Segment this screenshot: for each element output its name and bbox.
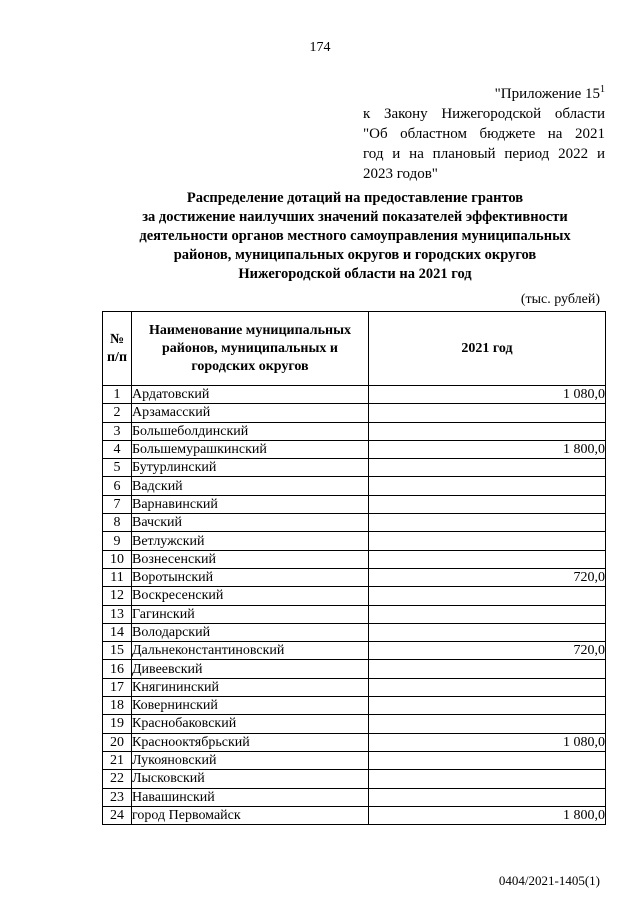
table-row	[103, 678, 606, 696]
row-number: 15	[103, 642, 132, 660]
row-number: 7	[103, 495, 132, 513]
row-name: Большемурашкинский	[132, 440, 369, 458]
row-value: 1 080,0	[369, 386, 606, 404]
title-line: Распределение дотаций на предоставление грантов	[186, 190, 524, 206]
row-value	[369, 623, 606, 641]
row-name: Бутурлинский	[132, 459, 369, 477]
appendix-line-3: "Об областном бюджете на 2021	[363, 126, 605, 142]
table-row	[103, 806, 606, 824]
row-name: город Первомайск	[132, 806, 369, 824]
row-value	[369, 770, 606, 788]
header-name: Наименование муниципальных районов, муниципальных и городских округов	[132, 312, 369, 386]
row-number: 20	[103, 733, 132, 751]
row-name: Вознесенский	[132, 550, 369, 568]
row-number: 2	[103, 404, 132, 422]
table-row	[103, 733, 606, 751]
row-name: Арзамасский	[132, 404, 369, 422]
row-value	[369, 697, 606, 715]
page-number: 174	[309, 40, 331, 55]
title-line: районов, муниципальных округов и городских округов	[173, 247, 537, 263]
row-name: Княгининский	[132, 678, 369, 696]
row-value	[369, 477, 606, 495]
table-row	[103, 660, 606, 678]
row-value	[369, 678, 606, 696]
row-value: 720,0	[369, 642, 606, 660]
row-name: Воротынский	[132, 568, 369, 586]
row-number: 16	[103, 660, 132, 678]
table-row	[103, 532, 606, 550]
row-value	[369, 532, 606, 550]
row-value	[369, 422, 606, 440]
row-number: 11	[103, 568, 132, 586]
allocation-table	[102, 311, 606, 825]
row-name: Володарский	[132, 623, 369, 641]
table-row	[103, 477, 606, 495]
table-row	[103, 642, 606, 660]
units-label: (тыс. рублей)	[520, 292, 600, 307]
row-name: Краснооктябрьский	[132, 733, 369, 751]
table-row	[103, 568, 606, 586]
row-value: 1 080,0	[369, 733, 606, 751]
row-value	[369, 605, 606, 623]
table-row	[103, 587, 606, 605]
row-name: Лысковский	[132, 770, 369, 788]
row-value	[369, 715, 606, 733]
row-name: Ардатовский	[132, 386, 369, 404]
table-row	[103, 422, 606, 440]
row-number: 5	[103, 459, 132, 477]
header-year: 2021 год	[369, 312, 606, 386]
row-number: 10	[103, 550, 132, 568]
title-line: за достижение наилучших значений показателей эффективности	[142, 209, 568, 225]
table-row	[103, 623, 606, 641]
row-number: 19	[103, 715, 132, 733]
row-value	[369, 751, 606, 769]
row-value: 720,0	[369, 568, 606, 586]
row-name: Дальнеконстантиновский	[132, 642, 369, 660]
appendix-header	[363, 80, 605, 184]
row-name: Ковернинский	[132, 697, 369, 715]
row-name: Краснобаковский	[132, 715, 369, 733]
table-header-row	[103, 312, 606, 386]
row-value	[369, 550, 606, 568]
table-row	[103, 404, 606, 422]
row-number: 18	[103, 697, 132, 715]
row-number: 14	[103, 623, 132, 641]
appendix-title: "Приложение $15^1$	[494, 84, 605, 102]
row-name: Воскресенский	[132, 587, 369, 605]
row-name: Варнавинский	[132, 495, 369, 513]
row-name: Навашинский	[132, 788, 369, 806]
table-row	[103, 386, 606, 404]
row-number: 24	[103, 806, 132, 824]
table-row	[103, 440, 606, 458]
table-row	[103, 697, 606, 715]
row-value	[369, 660, 606, 678]
row-value: 1 800,0	[369, 440, 606, 458]
row-name: Дивеевский	[132, 660, 369, 678]
row-number: 23	[103, 788, 132, 806]
row-number: 17	[103, 678, 132, 696]
row-number: 3	[103, 422, 132, 440]
row-name: Гагинский	[132, 605, 369, 623]
table-row	[103, 550, 606, 568]
row-value: 1 800,0	[369, 806, 606, 824]
row-number: 21	[103, 751, 132, 769]
header-number: № п/п	[103, 312, 132, 386]
table-row	[103, 751, 606, 769]
table-row	[103, 514, 606, 532]
row-number: 22	[103, 770, 132, 788]
row-name: Вачский	[132, 514, 369, 532]
table-row	[103, 715, 606, 733]
row-number: 9	[103, 532, 132, 550]
row-value	[369, 587, 606, 605]
title-line: деятельности органов местного самоуправления муниципальных	[139, 228, 571, 244]
table-row	[103, 605, 606, 623]
title-line: Нижегородской области на 2021 год	[238, 266, 472, 282]
row-name: Лукояновский	[132, 751, 369, 769]
row-number: 1	[103, 386, 132, 404]
row-number: 6	[103, 477, 132, 495]
row-value	[369, 459, 606, 477]
row-name: Ветлужский	[132, 532, 369, 550]
row-value	[369, 495, 606, 513]
table-row	[103, 770, 606, 788]
row-number: 8	[103, 514, 132, 532]
row-value	[369, 404, 606, 422]
row-value	[369, 788, 606, 806]
appendix-line-4: год и на плановый период 2022 и	[363, 146, 605, 162]
appendix-superscript: 1	[600, 84, 605, 95]
document-code: 0404/2021-1405(1)	[498, 873, 600, 888]
table-row	[103, 788, 606, 806]
appendix-line-5: 2023 годов"	[363, 166, 438, 182]
row-number: 13	[103, 605, 132, 623]
appendix-line-2: к Закону Нижегородской области	[363, 106, 605, 122]
row-name: Вадский	[132, 477, 369, 495]
table-row	[103, 459, 606, 477]
row-number: 4	[103, 440, 132, 458]
row-value	[369, 514, 606, 532]
document-title	[100, 189, 610, 284]
table-row	[103, 495, 606, 513]
table-body	[103, 386, 606, 825]
row-name: Большеболдинский	[132, 422, 369, 440]
row-number: 12	[103, 587, 132, 605]
